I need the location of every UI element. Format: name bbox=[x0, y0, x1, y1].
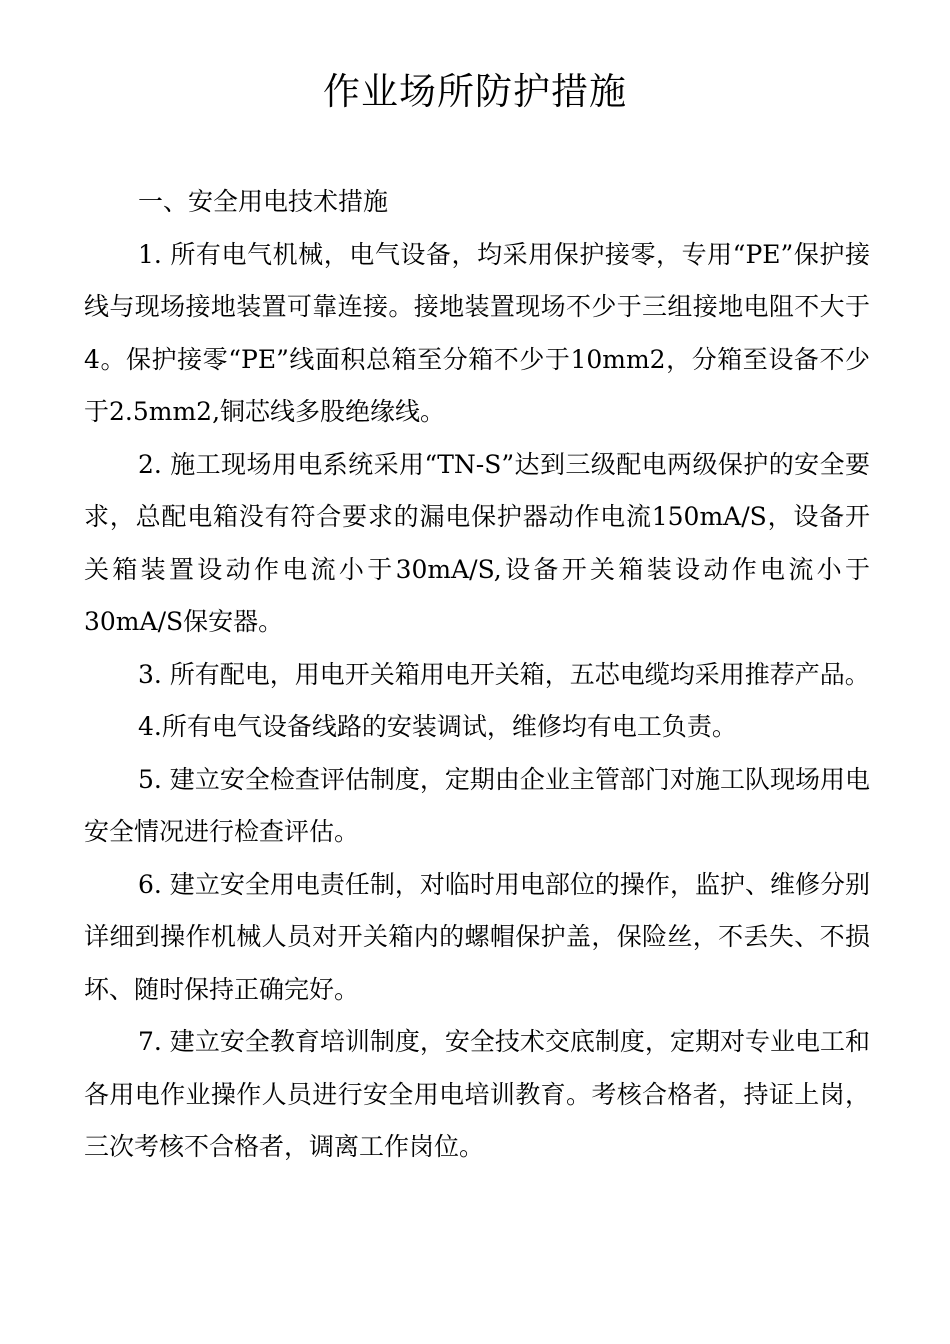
paragraph-item-3: 3. 所有配电，用电开关箱用电开关箱，五芯电缆均采用推荐产品。 bbox=[138, 659, 870, 689]
paragraph-item-7: 7. 建立安全教育培训制度，安全技术交底制度，定期对专业电工和各用电作业操作人员进行安全用电培训教育。考核合格者，持证上岗，三次考核不合格者，调离工作岗位。 bbox=[84, 1027, 870, 1161]
paragraph-item-6: 6. 建立安全用电责任制，对临时用电部位的操作，监护、维修分别详细到操作机械人员对开关箱内的螺帽保护盖，保险丝，不丢失、不损坏、随时保持正确完好。 bbox=[84, 869, 870, 1004]
page-title: 作业场所防护措施 bbox=[323, 70, 627, 113]
section-heading: 一、安全用电技术措施 bbox=[138, 187, 389, 216]
paragraph-item-2: 2. 施工现场用电系统采用“TN-S”达到三级配电两级保护的安全要求，总配电箱没有符合要求的漏电保护器动作电流150mA/S，设备开关箱装置设动作电流小于30mA/S,设备开关箱装设动作电流小于30mA/S保安器。 bbox=[84, 449, 870, 636]
document-body bbox=[84, 176, 870, 1174]
paragraph-item-1: 1. 所有电气机械，电气设备，均采用保护接零，专用“PE”保护接线与现场接地装置可靠连接。接地装置现场不少于三组接地电阻不大于4。保护接零“PE”线面积总箱至分箱不少于10mm2，分箱至设备不少于2.5mm2,铜芯线多股绝缘线。 bbox=[84, 239, 870, 426]
paragraph-item-5: 5. 建立安全检查评估制度，定期由企业主管部门对施工队现场用电安全情况进行检查评估。 bbox=[84, 764, 870, 846]
paragraph-item-4: 4.所有电气设备线路的安装调试，维修均有电工负责。 bbox=[138, 712, 737, 741]
